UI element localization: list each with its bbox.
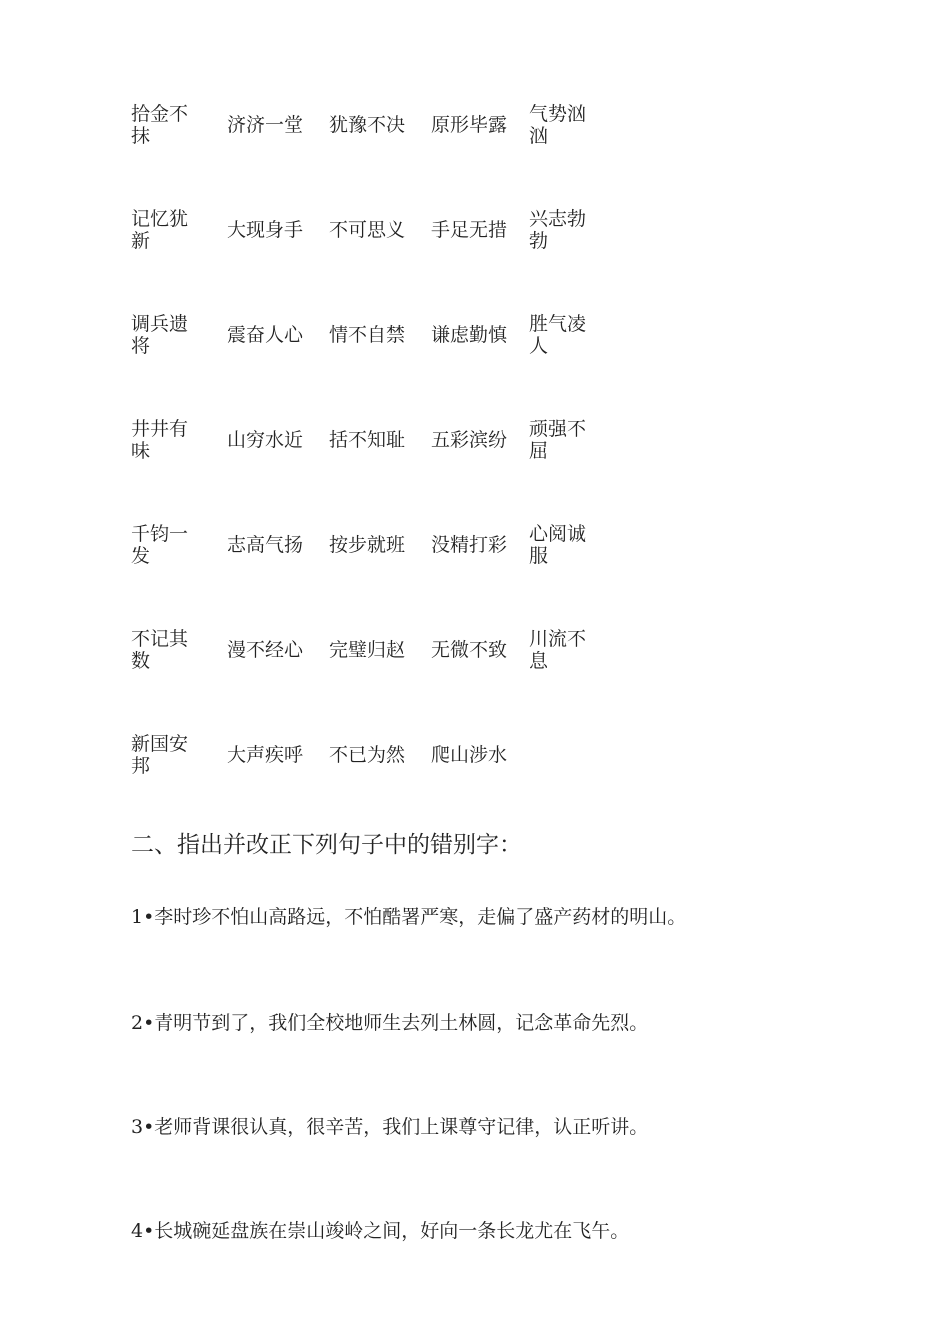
idiom-cell: 犹豫不决 <box>329 113 406 136</box>
idiom-row <box>131 387 599 492</box>
idiom-cell: 川流不息 <box>529 627 587 672</box>
idiom-cell: 顽强不屈 <box>529 417 587 462</box>
idiom-cell: 新国安邦 <box>131 732 189 777</box>
idiom-cell: 大现身手 <box>227 218 304 241</box>
exercise-sentence: 1•李时珍不怕山高路远，不怕酷署严寒，走偏了盛产药材的明山。 <box>131 906 687 928</box>
idiom-row <box>131 72 599 177</box>
idiom-cell: 按步就班 <box>329 533 406 556</box>
idiom-cell: 济济一堂 <box>227 113 304 136</box>
idiom-cell: 五彩滨纷 <box>431 428 508 451</box>
idiom-cell: 没精打彩 <box>431 533 508 556</box>
idiom-row <box>131 282 599 387</box>
idiom-cell: 谦虑勤慎 <box>431 323 508 346</box>
idiom-cell: 志高气扬 <box>227 533 304 556</box>
idiom-cell: 拾金不抹 <box>131 102 189 147</box>
idiom-cell: 漫不经心 <box>227 638 304 661</box>
idiom-cell: 震奋人心 <box>227 323 304 346</box>
idiom-row <box>131 492 599 597</box>
idiom-cell: 无微不致 <box>431 638 508 661</box>
idiom-table <box>131 72 599 807</box>
idiom-cell: 大声疾呼 <box>227 743 304 766</box>
idiom-cell: 井井有味 <box>131 417 189 462</box>
idiom-cell: 原形毕露 <box>431 113 508 136</box>
idiom-cell: 千钧一发 <box>131 522 189 567</box>
exercise-sentence: 3•老师背课很认真，很辛苦，我们上课尊守记律，认正听讲。 <box>131 1116 649 1138</box>
idiom-cell: 心阅诚服 <box>529 522 587 567</box>
idiom-cell: 胜气凌人 <box>529 312 587 357</box>
idiom-cell: 记忆犹新 <box>131 207 189 252</box>
idiom-cell: 括不知耻 <box>329 428 406 451</box>
idiom-cell: 气势汹汹 <box>529 102 587 147</box>
idiom-cell: 爬山涉水 <box>431 743 508 766</box>
idiom-row <box>131 597 599 702</box>
idiom-cell: 兴志勃勃 <box>529 207 587 252</box>
idiom-cell: 调兵遗将 <box>131 312 189 357</box>
idiom-row <box>131 177 599 282</box>
idiom-cell: 完璧归赵 <box>329 638 406 661</box>
idiom-cell: 不可思义 <box>329 218 406 241</box>
idiom-cell: 情不自禁 <box>329 323 406 346</box>
exercise-sentence: 2•青明节到了，我们全校地师生去列土林圆，记念革命先烈。 <box>131 1012 649 1034</box>
idiom-cell: 山穷水近 <box>227 428 304 451</box>
idiom-cell: 不记其数 <box>131 627 189 672</box>
idiom-row <box>131 702 599 807</box>
idiom-cell: 不已为然 <box>329 743 406 766</box>
section-heading: 二、指出并改正下列句子中的错别字： <box>131 832 522 858</box>
exercise-sentence: 4•长城碗延盘族在崇山竣岭之间，好向一条长龙尤在飞午。 <box>131 1220 630 1242</box>
idiom-cell: 手足无措 <box>431 218 508 241</box>
